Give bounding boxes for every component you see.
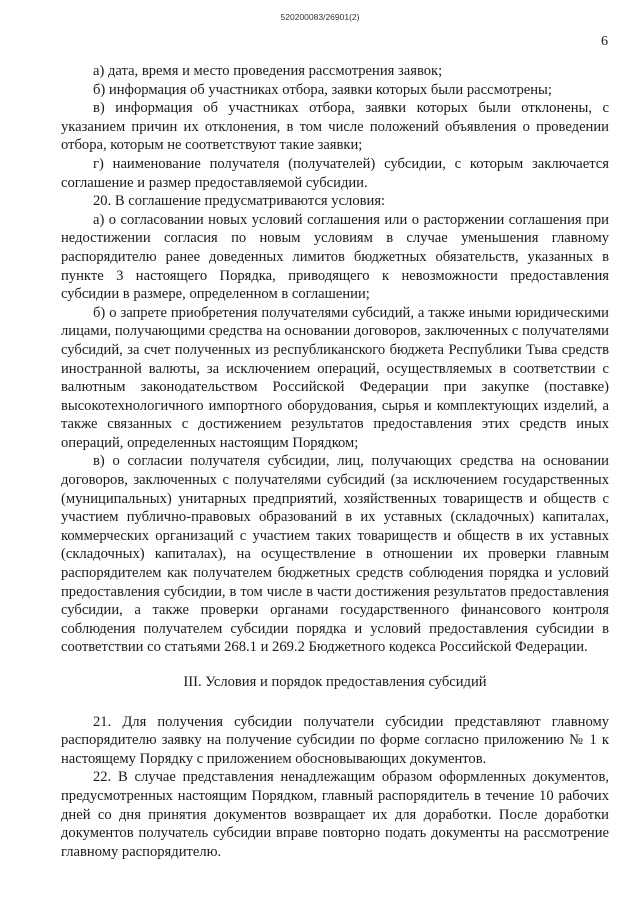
paragraph: а) о согласовании новых условий соглашения или о расторжении соглашения при недостижении согласия по новым условиям в случае уменьшения главному распорядителю ранее доведенных лимитов бюджетных обязательств, указанных в пункте 3 настоящего Порядка, приводящего к невозможности предоставления субсидии в размере, определенном в соглашении; bbox=[61, 211, 609, 303]
paragraph: г) наименование получателя (получателей) субсидии, с которым заключается соглашение и размер предоставляемой субсидии. bbox=[61, 155, 609, 191]
paragraph: а) дата, время и место проведения рассмотрения заявок; bbox=[93, 63, 443, 79]
section-heading: III. Условия и порядок предоставления субсидий bbox=[183, 674, 487, 690]
paragraph: 20. В соглашение предусматриваются условия: bbox=[93, 193, 386, 210]
page-number: 6 bbox=[601, 34, 608, 49]
paragraph: б) информация об участниках отбора, заявки которых были рассмотрены; bbox=[93, 81, 552, 98]
paragraph: в) о согласии получателя субсидии, лиц, получающих средства на основании договоров, заключенных с получателями субсидий (за исключением государственных (муниципальных) унитарных предприятий, хозяйственных товариществ и обществ с участием публично-правовых образований в их уставных (складочных) капиталах, коммерческих организаций с участием таких товариществ и обществ в их уставных (складочных) капиталах), на осуществление в отношении их проверки главным распорядителем как получателем бюджетных средств соблюдения порядка и условий предоставления субсидии, в том числе в части достижения результатов предоставления субсидии, а также проверки органами государственного финансового контроля соблюдения получателем субсидии порядка и условий предоставления субсидии в соответствии со статьями 268.1 и 269.2 Бюджетного кодекса Российской Федерации. bbox=[61, 453, 609, 656]
document-id: 520200083/26901(2) bbox=[280, 12, 360, 22]
paragraph: б) о запрете приобретения получателями субсидий, а также иными юридическими лицами, получающими средства на основании договоров, заключенных с получателями субсидий, за счет полученных из республиканского бюджета Республики Тыва средств иностранной валюты, за исключением операций, осуществляемых в соответствии с валютным законодательством Российской Федерации при закупке (поставке) высокотехнологичного импортного оборудования, сырья и комплектующих изделий, а также связанных с достижением результатов предоставления этих средств иных операций, определенных настоящим Порядком; bbox=[61, 304, 609, 451]
paragraph: 22. В случае представления ненадлежащим образом оформленных документов, предусмотренных настоящим Порядком, главный распорядитель в течение 10 рабочих дней со дня принятия документов возвращает их для доработки. После доработки документов получатель субсидии вправе повторно подать документы на рассмотрение главному распорядителю. bbox=[61, 769, 609, 860]
paragraph: 21. Для получения субсидии получатели субсидии представляют главному распорядителю заявку на получение субсидии по форме согласно приложению № 1 к настоящему Порядку с приложением обосновывающих документов. bbox=[61, 713, 609, 767]
paragraph: в) информация об участниках отбора, заявки которых были отклонены, с указанием причин их отклонения, в том числе положений объявления о проведении отбора, которым не соответствуют такие заявки; bbox=[61, 100, 609, 154]
document-body bbox=[61, 62, 609, 861]
